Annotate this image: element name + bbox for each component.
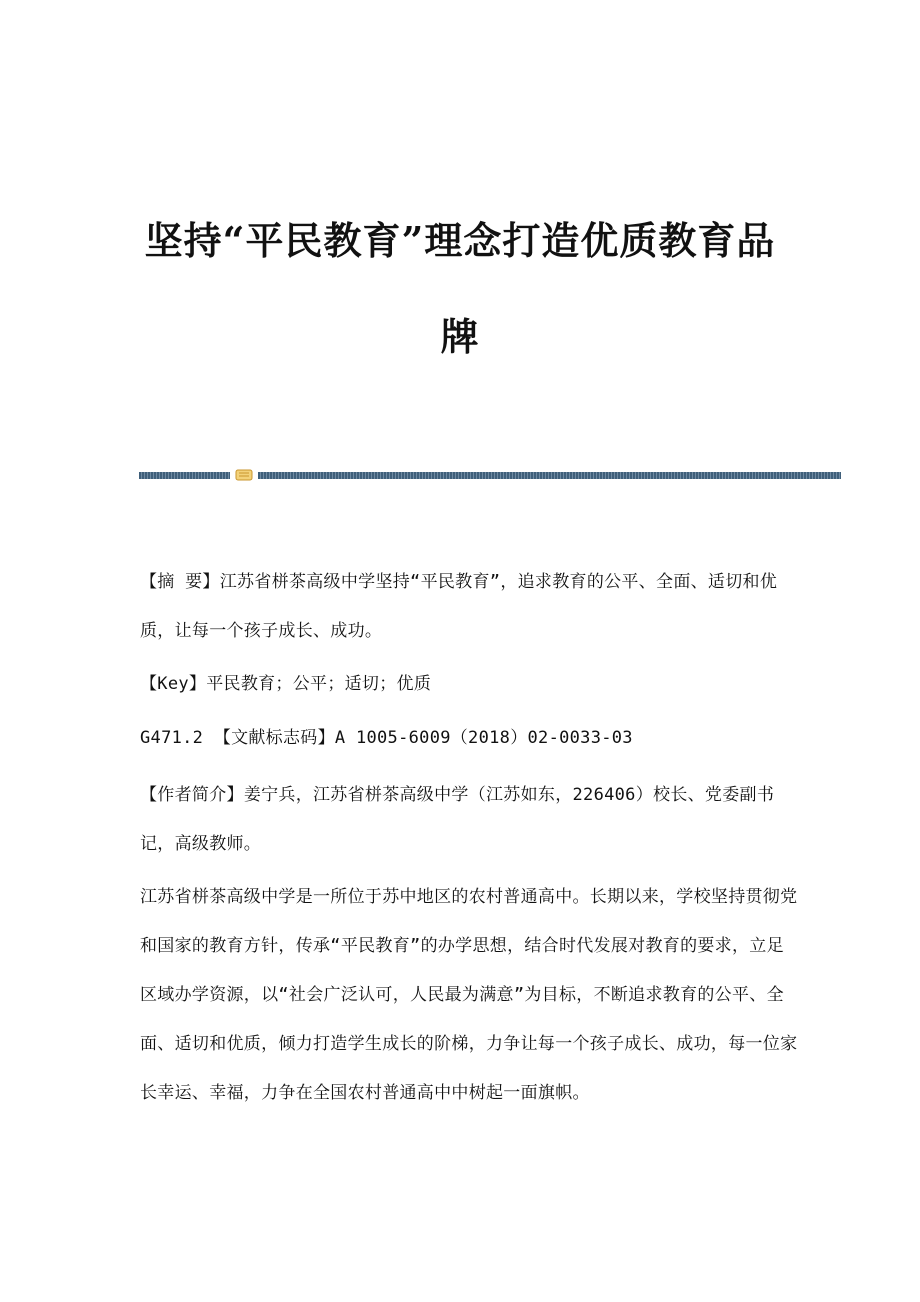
document-code-label: 【文献标志码】 — [213, 728, 335, 748]
divider-ornament-icon — [235, 469, 253, 481]
abstract-label: 【摘 要】 — [140, 572, 220, 592]
title-divider — [139, 468, 841, 482]
author-label: 【作者简介】 — [140, 785, 244, 805]
keywords-text: 平民教育；公平；适切；优质 — [206, 674, 432, 694]
author-text: 姜宁兵，江苏省栟茶高级中学（江苏如东，226406）校长、党委副书记，高级教师。 — [140, 785, 775, 854]
document-code-text: A 1005-6009（2018）02-0033-03 — [334, 728, 633, 748]
classification-line — [140, 714, 800, 763]
keywords-label: 【Key】 — [140, 674, 207, 694]
divider-bar-right — [258, 472, 841, 479]
abstract — [140, 558, 800, 656]
body-paragraph: 江苏省栟茶高级中学是一所位于苏中地区的农村普通高中。长期以来，学校坚持贯彻党和国家的教育方针，传承“平民教育”的办学思想，结合时代发展对教育的要求，立足区域办学资源，以“社会广泛认可，人民最为满意”为目标，不断追求教育的公平、全面、适切和优质，倾力打造学生成长的阶梯，力争让每一个孩子成长、成功，每一位家长幸运、幸福，力争在全国农村普通高中中树起一面旗帜。 — [140, 887, 798, 1103]
document-title-line-2: 牌 — [440, 314, 480, 359]
divider-bar-left — [139, 472, 230, 479]
author-info — [140, 771, 800, 869]
document-title-line-1: 坚持“平民教育”理念打造优质教育品 — [144, 218, 776, 263]
abstract-text: 江苏省栟茶高级中学坚持“平民教育”，追求教育的公平、全面、适切和优质，让每一个孩子成长、成功。 — [140, 572, 778, 641]
classification-code: G471.2 — [140, 728, 204, 748]
keywords — [140, 660, 800, 709]
